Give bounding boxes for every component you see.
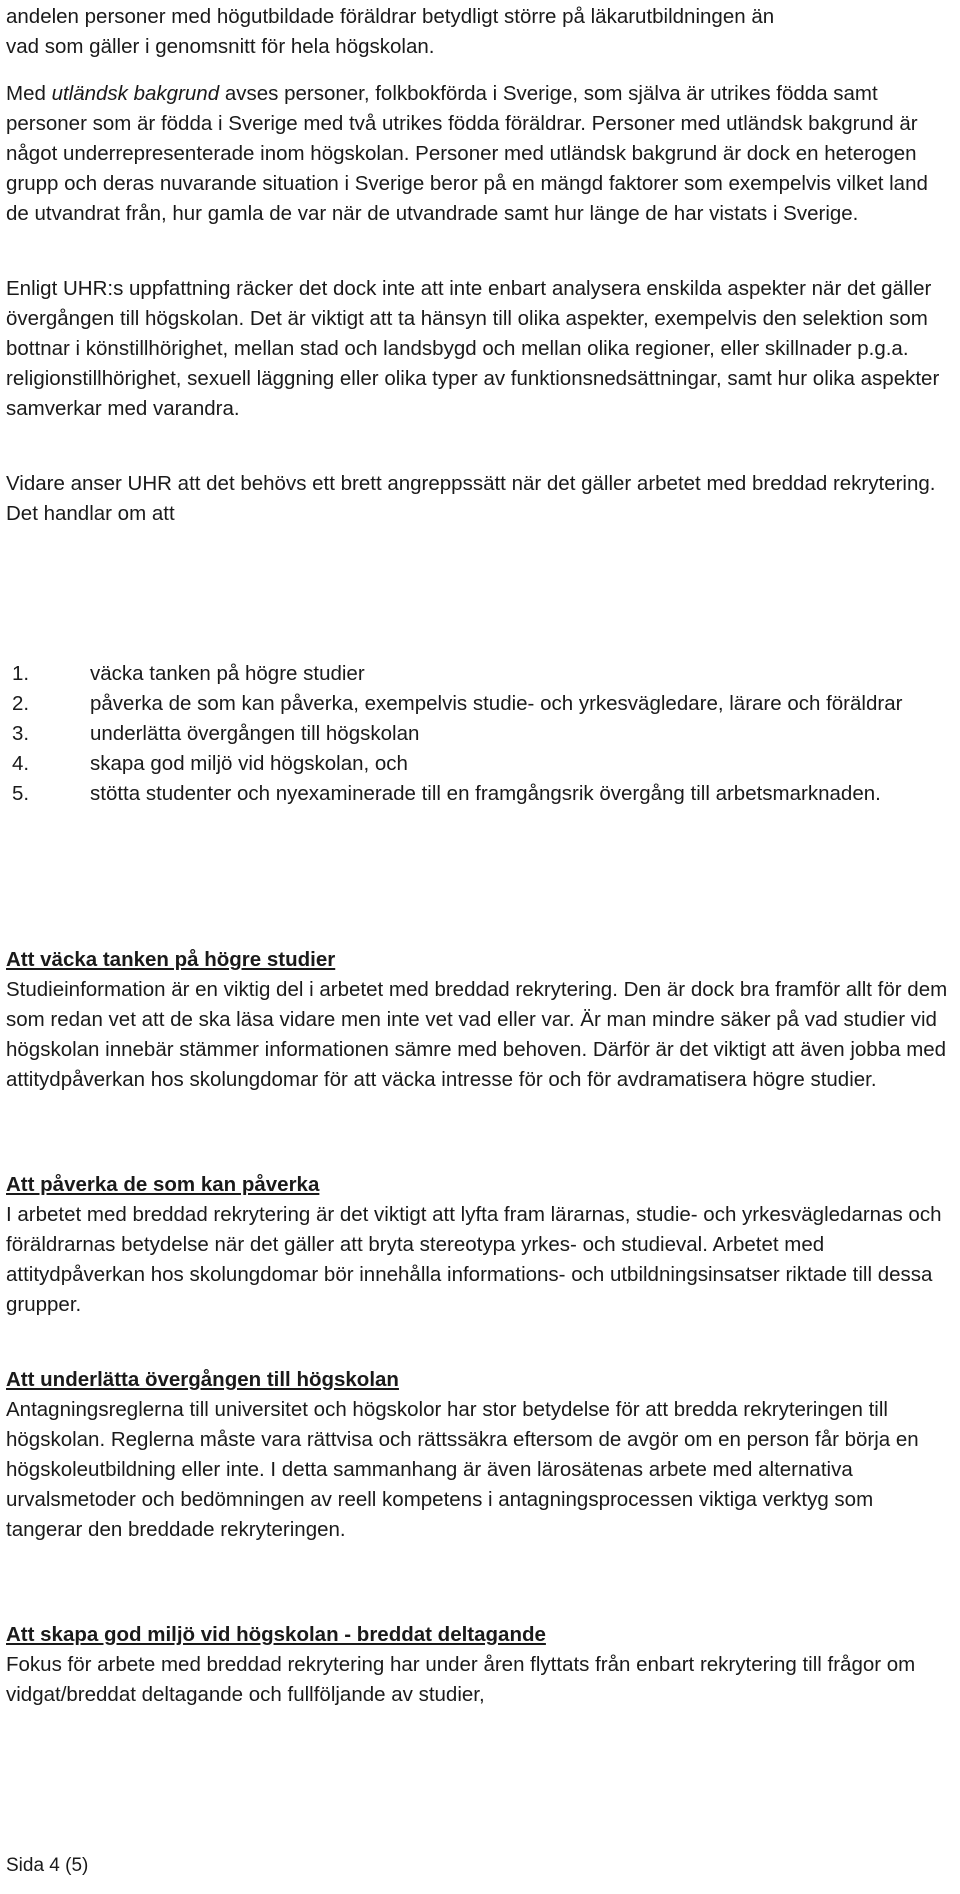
list-item — [6, 749, 954, 779]
section-raise-interest — [6, 945, 954, 1095]
section-body: Studieinformation är en viktig del i arbetet med breddad rekrytering. Den är dock bra framför allt för dem som redan vet att de ska läsa vidare men inte vet vad eller var. Är man mindre säker på vad studier vid högskolan innebär stämmer informationen sämre med behoven. Därför är det viktigt att även jobba med attitydpåverkan hos skolungdomar för att väcka intresse för och för avdramatisera högre studier. — [6, 978, 948, 1091]
list-item-number: 4. — [12, 752, 30, 775]
intro-line-2: vad som gäller i genomsnitt för hela högskolan. — [6, 35, 435, 58]
background-paragraph — [6, 79, 954, 229]
page-number: Sida 4 (5) — [6, 1855, 89, 1876]
list-item-text: stötta studenter och nyexaminerade till en framgångsrik övergång till arbetsmarknaden. — [90, 782, 881, 805]
list-item-number: 5. — [12, 782, 30, 805]
section-heading: Att underlätta övergången till högskolan — [6, 1368, 399, 1391]
intro-line-1: andelen personer med högutbildade föräldrar betydligt större på läkarutbildningen än — [6, 5, 775, 28]
section-body: Antagningsreglerna till universitet och högskolor har stor betydelse för att bredda rekryteringen till högskolan. Reglerna måste vara rättvisa och rättssäkra eftersom de avgör om en person får börja en högskoleutbildning eller inte. I detta sammanhang är även lärosätenas arbete med alternativa urvalsmetoder och bedömningen av reell kompetens i antagningsprocessen viktiga verktyg som tangerar den breddade rekryteringen. — [6, 1398, 919, 1541]
intro-paragraph — [6, 2, 954, 62]
section-heading: Att påverka de som kan påverka — [6, 1173, 320, 1196]
list-item — [6, 719, 954, 749]
list-item-number: 1. — [12, 662, 30, 685]
approach-paragraph — [6, 469, 954, 529]
list-item-number: 3. — [12, 722, 30, 745]
list-item — [6, 659, 954, 689]
section-ease-transition — [6, 1365, 954, 1545]
section-body: I arbetet med breddad rekrytering är det viktigt att lyfta fram lärarnas, studie- och yrkesvägledarnas och föräldrarnas betydelse när det gäller att bryta stereotypa yrkes- och studieval. Arbetet med attitydpåverkan hos skolungdomar bör innehålla informations- och utbildningsinsatser riktade till dessa grupper. — [6, 1203, 942, 1316]
list-item-text: väcka tanken på högre studier — [90, 662, 365, 685]
section-good-environment — [6, 1620, 954, 1710]
background-rest: avses personer, folkbokförda i Sverige, som själva är utrikes födda samt personer som är födda i Sverige med två utrikes födda föräldrar. Personer med utländsk bakgrund är något underrepresenterade inom högskolan. Personer med utländsk bakgrund är dock en heterogen grupp och deras nuvarande situation i Sverige beror på en mängd faktorer som exempelvis vilket land de utvandrat från, hur gamla de var när de utvandrade samt hur länge de har vistats i Sverige. — [6, 82, 928, 225]
section-influence-influencers — [6, 1170, 954, 1320]
approach-text: Vidare anser UHR att det behövs ett brett angreppssätt när det gäller arbetet med breddad rekrytering. Det handlar om att — [6, 472, 936, 525]
list-item — [6, 779, 954, 809]
list-item — [6, 689, 954, 719]
background-lead: Med — [6, 82, 52, 105]
list-item-text: underlätta övergången till högskolan — [90, 722, 420, 745]
uhr-paragraph — [6, 274, 954, 424]
list-item-number: 2. — [12, 692, 30, 715]
background-text — [6, 79, 954, 229]
section-body: Fokus för arbete med breddad rekrytering har under åren flyttats från enbart rekrytering till frågor om vidgat/breddat deltagande och fullföljande av studier, — [6, 1653, 916, 1706]
background-term: utländsk bakgrund — [51, 82, 220, 105]
list-item-text: påverka de som kan påverka, exempelvis studie- och yrkesvägledare, lärare och föräldrar — [90, 692, 903, 715]
uhr-text: Enligt UHR:s uppfattning räcker det dock inte att inte enbart analysera enskilda aspekter när det gäller övergången till högskolan. Det är viktigt att ta hänsyn till olika aspekter, exempelvis den selektion som bottnar i könstillhörighet, mellan stad och landsbygd och mellan olika regioner, eller skillnader p.g.a. religionstillhörighet, sexuell läggning eller olika typer av funktionsnedsättningar, samt hur olika aspekter samverkar med varandra. — [6, 277, 940, 420]
focus-list — [6, 659, 954, 809]
section-heading: Att skapa god miljö vid högskolan - breddat deltagande — [6, 1623, 546, 1646]
list-item-text: skapa god miljö vid högskolan, och — [90, 752, 408, 775]
section-heading: Att väcka tanken på högre studier — [6, 948, 336, 971]
